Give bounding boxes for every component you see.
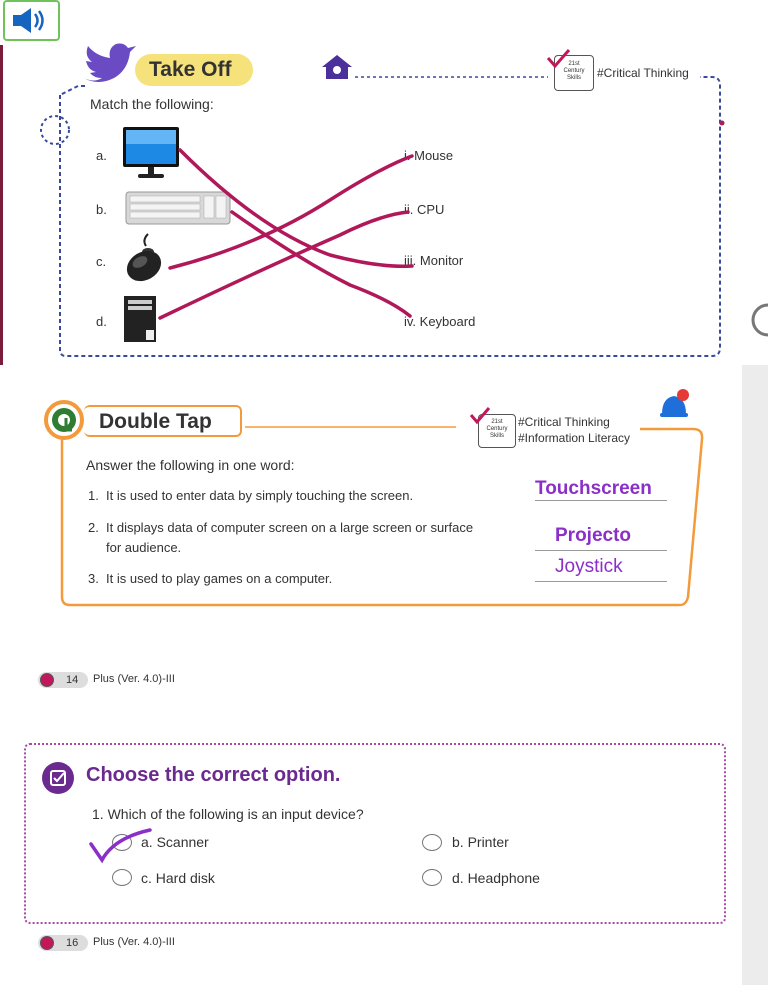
match-lines [0, 0, 768, 365]
match-label-c: c. [96, 254, 107, 269]
match-right-4: iv. Keyboard [404, 314, 476, 329]
page-number-badge [38, 672, 88, 688]
right-margin [742, 365, 768, 985]
page-number-badge-2 [38, 935, 88, 951]
answer-3[interactable]: Joystick [555, 556, 623, 577]
bell-icon [654, 386, 694, 422]
page-number: 14 [66, 674, 79, 686]
match-label-b: b. [96, 202, 107, 217]
option-d-radio[interactable] [422, 869, 442, 886]
question-3-number: 3. [88, 571, 99, 586]
touch-icon [48, 404, 80, 436]
question-3-text: It is used to play games on a computer. [106, 571, 333, 586]
tag-critical-thinking: #Critical Thinking [518, 415, 610, 429]
page-number-2: 16 [66, 937, 79, 949]
answer-line-1 [535, 500, 667, 501]
double-tap-instruction: Answer the following in one word: [86, 457, 295, 473]
critical-thinking-tag: #Critical Thinking [597, 66, 689, 80]
take-off-title: Take Off [149, 58, 232, 81]
match-label-a: a. [96, 148, 107, 163]
match-right-2: ii. CPU [404, 202, 445, 217]
choose-icon [42, 762, 74, 794]
question-1-text: It is used to enter data by simply touching the screen. [106, 488, 414, 503]
answer-line-2 [535, 550, 667, 551]
match-right-3: iii. Monitor [404, 253, 464, 268]
option-c-radio[interactable] [112, 869, 132, 886]
option-b-label[interactable]: b. Printer [452, 834, 509, 850]
double-tap-title: Double Tap [99, 410, 212, 433]
match-instruction: Match the following: [90, 96, 214, 112]
question-2-text-cont: for audience. [106, 540, 182, 555]
question-2-number: 2. [88, 520, 99, 535]
footer-text-2: Plus (Ver. 4.0)-III [93, 936, 175, 948]
side-nav-icon[interactable] [750, 300, 768, 340]
question-2-text: It displays data of computer screen on a large screen or surface [106, 520, 474, 535]
handwritten-check-icon [86, 824, 156, 866]
answer-2[interactable]: Projecto [555, 525, 632, 546]
option-c-label[interactable]: c. Hard disk [141, 870, 215, 886]
double-tap-icon-ring [44, 400, 84, 440]
choose-question: 1. Which of the following is an input device? [92, 806, 364, 822]
century-skills-badge-2: 21st Century Skills [478, 414, 516, 448]
footer-text: Plus (Ver. 4.0)-III [93, 673, 175, 685]
tag-information-literacy: #Information Literacy [518, 431, 631, 445]
page-dot-2 [40, 936, 54, 950]
century-skills-badge: 21st Century Skills [554, 55, 594, 91]
answer-1[interactable]: Touchscreen [535, 478, 652, 499]
answer-line-3 [535, 581, 667, 582]
match-right-1: i. Mouse [404, 148, 454, 163]
option-d-label[interactable]: d. Headphone [452, 870, 540, 886]
match-label-d: d. [96, 314, 107, 329]
check-mark-icon-2 [468, 406, 492, 428]
page-dot [40, 673, 54, 687]
choose-title: Choose the correct option. [86, 764, 341, 786]
match-line-a [180, 150, 412, 266]
option-b-radio[interactable] [422, 834, 442, 851]
option-a-label[interactable]: a. Scanner [141, 834, 209, 850]
question-1-number: 1. [88, 488, 99, 503]
